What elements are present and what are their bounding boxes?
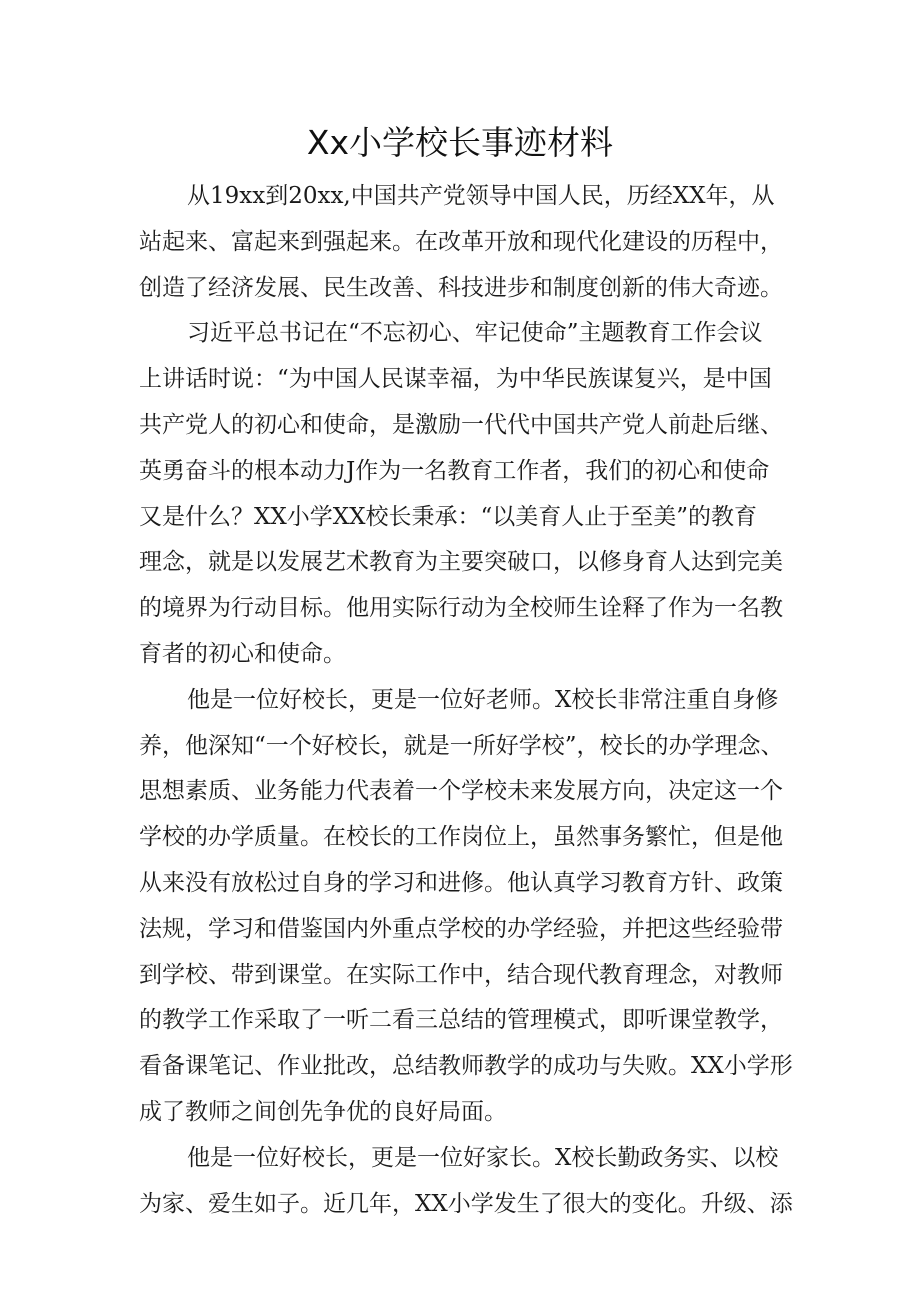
paragraph-line: 学校的办学质量。在校长的工作岗位上，虽然事务繁忙，但是他 (139, 824, 783, 851)
paragraph-line: 他是一位好校长，更是一位好老师。X校长非常注重自身修 (187, 686, 779, 713)
paragraph-line: 从19xx到20xx,中国共产党领导中国人民，历经XX年，从 (187, 183, 775, 209)
paragraph-line: 又是什么？XX小学XX校长秉承：“以美育人止于至美”的教育 (139, 503, 758, 530)
paragraph-line: 成了教师之间创先争优的良好局面。 (139, 1098, 507, 1125)
document-body (139, 174, 799, 1227)
paragraph-line: 理念，就是以发展艺术教育为主要突破口，以修身育人达到完美 (139, 549, 783, 576)
paragraph-3 (139, 678, 799, 1136)
paragraph-line: 共产党人的初心和使命，是激励一代代中国共产党人前赴后继、 (139, 411, 783, 438)
paragraph-line: 的教学工作采取了一听二看三总结的管理模式，即听课堂教学， (139, 1007, 783, 1034)
paragraph-line: 从来没有放松过自身的学习和进修。他认真学习教育方针、政策 (139, 869, 783, 896)
paragraph-line: 上讲话时说：“为中国人民谋幸福，为中华民族谋复兴，是中国 (139, 366, 772, 393)
paragraph-2 (139, 311, 799, 677)
document-title: Xx小学校长事迹材料 (306, 123, 614, 162)
paragraph-line: 到学校、带到课堂。在实际工作中，结合现代教育理念，对教师 (139, 961, 783, 988)
paragraph-4 (139, 1136, 799, 1228)
paragraph-line: 育者的初心和使命。 (139, 640, 346, 667)
paragraph-line: 他是一位好校长，更是一位好家长。X校长勤政务实、以校 (187, 1144, 779, 1171)
paragraph-line: 站起来、富起来到强起来。在改革开放和现代化建设的历程中， (139, 228, 783, 255)
paragraph-line: 法规，学习和借鉴国内外重点学校的办学经验，并把这些经验带 (139, 915, 783, 942)
paragraph-line: 的境界为行动目标。他用实际行动为全校师生诠释了作为一名教 (139, 595, 783, 622)
paragraph-line: 英勇奋斗的根本动力J作为一名教育工作者，我们的初心和使命 (139, 457, 770, 484)
paragraph-line: 创造了经济发展、民生改善、科技进步和制度创新的伟大奇迹。 (139, 274, 783, 301)
paragraph-line: 看备课笔记、作业批改，总结教师教学的成功与失败。XX小学形 (139, 1053, 793, 1080)
paragraph-line: 习近平总书记在“不忘初心、牢记使命”主题教育工作会议 (187, 320, 763, 347)
paragraph-1 (139, 174, 799, 311)
paragraph-line: 养，他深知“一个好校长，就是一所好学校”，校长的办学理念、 (139, 732, 784, 759)
paragraph-line: 为家、爱生如子。近几年，XX小学发生了很大的变化。升级、添 (139, 1190, 793, 1217)
paragraph-line: 思想素质、业务能力代表着一个学校未来发展方向，决定这一个 (139, 778, 783, 805)
